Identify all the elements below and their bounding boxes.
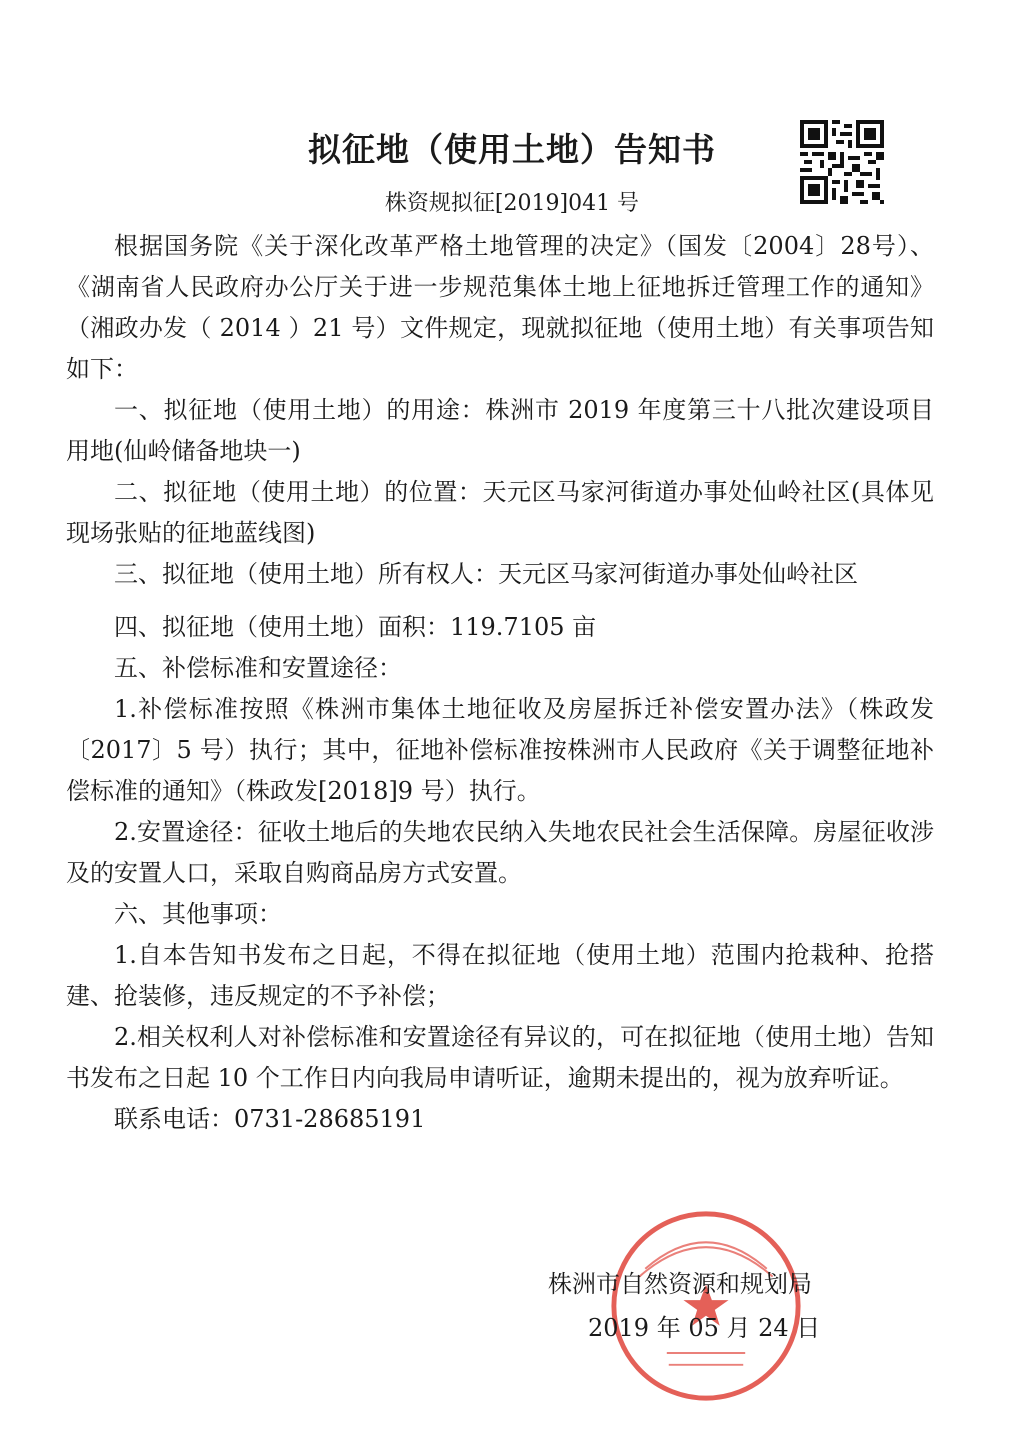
item-other-heading: 六、其他事项： xyxy=(114,900,282,928)
document-body xyxy=(66,226,934,1140)
page-title: 拟征地（使用土地）告知书 xyxy=(308,130,716,169)
item-compensation-heading: 五、补偿标准和安置途径： xyxy=(114,654,402,682)
item-owner: 三、拟征地（使用土地）所有权人：天元区马家河街道办事处仙岭社区 xyxy=(114,560,858,588)
intro-paragraph: 根据国务院《关于深化改革严格土地管理的决定》（国发〔2004〕28号）、《湖南省人民政府办公厅关于进一步规范集体土地上征地拆迁管理工作的通知》（湘政办发（ 2014 ）21 号）文件规定，现就拟征地（使用土地）有关事项告知如下： xyxy=(66,232,934,383)
contact-phone: 联系电话：0731-28685191 xyxy=(114,1105,426,1133)
item-location: 二、拟征地（使用土地）的位置：天元区马家河街道办事处仙岭社区(具体见现场张贴的征地蓝线图) xyxy=(66,478,934,547)
item-purpose: 一、拟征地（使用土地）的用途：株洲市 2019 年度第三十八批次建设项目用地(仙岭储备地块一) xyxy=(66,396,934,465)
item-resettlement: 2.安置途径：征收土地后的失地农民纳入失地农民社会生活保障。房屋征收涉及的安置人口，采取自购商品房方式安置。 xyxy=(66,818,934,887)
item-other-1: 1.自本告知书发布之日起，不得在拟征地（使用土地）范围内抢栽种、抢搭建、抢装修，违反规定的不予补偿； xyxy=(66,941,934,1010)
issue-date: 2019 年 05 月 24 日 xyxy=(588,1314,821,1342)
item-area: 四、拟征地（使用土地）面积：119.7105 亩 xyxy=(114,613,597,641)
signature-block xyxy=(540,1262,860,1350)
item-other-2: 2.相关权利人对补偿标准和安置途径有异议的，可在拟征地（使用土地）告知书发布之日起 10 个工作日内向我局申请听证，逾期未提出的，视为放弃听证。 xyxy=(66,1023,934,1092)
issuer-name: 株洲市自然资源和规划局 xyxy=(548,1270,812,1298)
item-compensation-standard: 1.补偿标准按照《株洲市集体土地征收及房屋拆迁补偿安置办法》（株政发〔2017〕5 号）执行；其中，征地补偿标准按株洲市人民政府《关于调整征地补偿标准的通知》（株政发[2018]9 号）执行。 xyxy=(66,695,934,805)
document-number: 株资规拟征[2019]041 号 xyxy=(384,191,640,216)
